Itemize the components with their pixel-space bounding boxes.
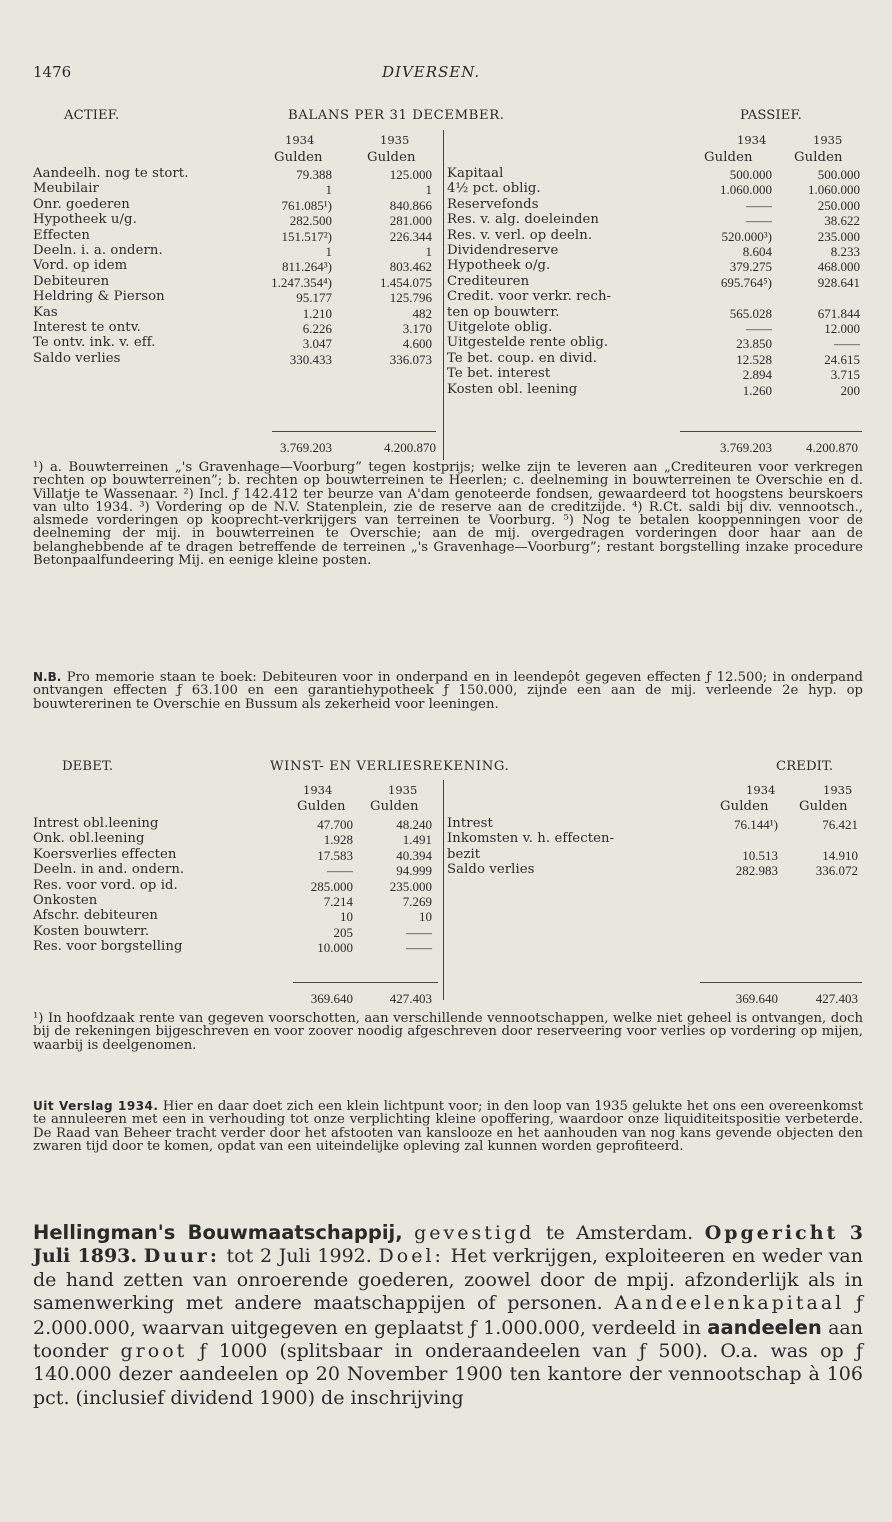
liability-row-value-1933: 24.615 (824, 351, 860, 367)
asset-row-value-1933: 226.344 (389, 228, 432, 244)
liability-row-label: Res. v. verl. op deeln. (447, 227, 593, 243)
pl-year-a-right: 1934 (746, 783, 776, 797)
liability-row-value-1934: 8.604 (742, 244, 772, 259)
credit-row-value-1933: 76.421 (822, 817, 858, 832)
asset-row-label: Onr. goederen (33, 196, 130, 212)
debit-row-label: Res. voor borgstelling (33, 939, 183, 955)
asset-row-value-1934: 761.085¹) (281, 197, 332, 213)
liability-row-value-1934: 379.275 (729, 259, 772, 275)
liability-row-label: Res. v. alg. doeleinden (447, 212, 600, 228)
pl-divider (443, 780, 444, 1000)
pl-total-a-left: 369.640 (310, 991, 353, 1006)
aandeelen-label: aandeelen (707, 1315, 822, 1339)
pl-total-a-right: 369.640 (735, 991, 778, 1006)
balance-footnote: ¹) a. Bouwterreinen „'s Gravenhage—Voorburg” tegen kostprijs; welke zijn te leveren aan „Crediteuren voor verkregen rechten op bouwterreinen”; b. rechten op bouwterreinen te Heerlen; c. deelneming in bouwterreinen te Overschie en d. Villatje te Wassenaar. ²) Incl. ƒ 142.412 ter beurze van A'dam genoteerde fondsen, gewaardeerd tot hoogstens beurskoers van ulto 1934. ³) Vordering op de N.V. Statenplein, zie de reserve aan de creditzijde. ⁴) R.Ct. saldi bij div. vennootsch., alsmede vorderingen op kooprecht-verkrijgers van terreinen te Voorburg. ⁵) Nog te betalen kooppenningen voor de deelneming der mij. in bouwterreinen te Overschie; aan de mij. overgedragen vorderingen door haar aan de belanghebbende af te dragen betreffende de terreinen „'s Gravenhage—Voorburg”; restant borgstelling inzake procedure Betonpaalfundeering Mij. en eenige kleine posten. (33, 460, 863, 569)
asset-row-value-1933: 1 (425, 244, 432, 259)
liability-row-value-1934: 565.028 (729, 305, 772, 321)
debit-row-value-1933: 48.240 (396, 817, 432, 832)
liability-row-value-1933: 250.000 (817, 197, 860, 213)
debit-row-label: Onk. obl.leening (33, 831, 145, 847)
pl-unit-a-left: Gulden (297, 799, 346, 814)
debit-row-value-1933: 7.269 (402, 894, 432, 909)
asset-row-label: Heldring & Pierson (33, 289, 165, 305)
balance-total-b-left: 4.200.870 (384, 440, 436, 455)
running-title: DIVERSEN. (382, 63, 481, 81)
liability-row-value-1934: 1.260 (742, 382, 772, 398)
company-name: Hellingman's Bouwmaatschappij, (33, 1221, 403, 1244)
credit-row-label: Intrest (447, 816, 493, 831)
page-number: 1476 (33, 63, 72, 81)
balance-total-rule-right (680, 431, 862, 432)
debit-row-value-1934: 10 (340, 909, 353, 925)
debit-row-value-1934: 47.700 (317, 817, 353, 832)
balance-year-a-right: 1934 (737, 133, 767, 147)
asset-row-value-1934: 282.500 (289, 213, 332, 229)
liability-row-value-1934: 695.764⁵) (720, 274, 772, 290)
pl-year-a-left: 1934 (303, 783, 333, 797)
pl-heading-right: CREDIT. (776, 759, 834, 774)
balance-unit-a-left: Gulden (274, 150, 323, 165)
debit-row-label: Res. voor vord. op id. (33, 877, 178, 893)
liability-row-label: Uitgestelde rente oblig. (447, 335, 609, 351)
pl-unit-b-left: Gulden (370, 799, 419, 814)
debit-row-label: Afschr. debiteuren (33, 908, 158, 924)
liability-row-value-1934: 1.060.000 (720, 182, 772, 198)
debit-row-value-1934: —— (327, 863, 353, 879)
asset-row-value-1933: 336.073 (389, 351, 432, 367)
balance-heading-right: PASSIEF. (740, 108, 802, 123)
asset-row-value-1933: 803.462 (389, 259, 432, 275)
debit-row-value-1934: 285.000 (310, 878, 353, 894)
asset-row-value-1933: 482 (412, 305, 432, 321)
liability-row-label: Reservefonds (447, 196, 539, 212)
debit-row-value-1934: 10.000 (317, 940, 353, 956)
company-seat-label: gevestigd (414, 1222, 535, 1244)
liability-row-value-1933: 671.844 (817, 305, 860, 321)
pl-year-b-right: 1935 (823, 783, 853, 797)
asset-row-label: Meubilair (33, 181, 99, 197)
duur-value: tot 2 Juli 1992. (226, 1245, 372, 1268)
liability-row-label: Credit. voor verkr. rech- (447, 289, 612, 305)
debit-row-label: Koersverlies effecten (33, 846, 177, 862)
asset-row-value-1933: 281.000 (389, 213, 432, 229)
debit-row-value-1933: 94.999 (396, 863, 432, 879)
pl-total-rule-left (293, 982, 438, 983)
liability-row-label: ten op bouwterr. (447, 304, 560, 320)
kapitaal-label: Aandeelenkapitaal (614, 1292, 845, 1315)
asset-row-label: Effecten (33, 227, 90, 243)
company-seat: te Amsterdam. (545, 1222, 694, 1244)
liability-row-label: Te bet. interest (447, 366, 551, 382)
credit-row-value-1934: 10.513 (742, 847, 778, 863)
liability-row-value-1933: 500.000 (817, 167, 860, 182)
company-entry (33, 1221, 863, 1410)
groot-text: ƒ 1000 (splitsbaar in onderaandeelen van ƒ 500). O.a. was op ƒ 140.000 dezer aandeelen op 20 November 1900 ten kantore der vennootschap à 106 pct. (inclusief dividend 1900) de inschrijving (33, 1340, 863, 1409)
liability-row-value-1934: —— (746, 213, 772, 229)
pl-total-b-right: 427.403 (815, 991, 858, 1006)
asset-row-value-1934: 6.226 (302, 321, 332, 336)
balance-total-b-right: 4.200.870 (806, 440, 858, 455)
pl-heading-left: DEBET. (62, 759, 114, 774)
liability-row-value-1934: 23.850 (736, 336, 772, 352)
nb-paragraph (33, 671, 863, 711)
asset-row-value-1934: 1 (325, 244, 332, 259)
nb-label: N.B. (33, 670, 62, 684)
debit-row-value-1933: 10 (419, 909, 432, 925)
opgericht-value: 3 Juli 1893. (33, 1222, 864, 1268)
pl-total-rule-right (700, 982, 862, 983)
pl-year-b-left: 1935 (388, 783, 418, 797)
debit-row-value-1934: 205 (333, 924, 353, 940)
liability-row-value-1933: 1.060.000 (808, 182, 860, 198)
balance-year-b-left: 1935 (380, 133, 410, 147)
credit-row-value-1934: 282.983 (735, 863, 778, 879)
pl-heading-center: WINST- EN VERLIESREKENING. (270, 759, 510, 774)
liability-row-value-1934: 12.528 (736, 351, 772, 367)
debit-row-label: Kosten bouwterr. (33, 923, 150, 939)
asset-row-label: Te ontv. ink. v. eff. (33, 335, 156, 351)
liability-row-label: Dividendreserve (447, 243, 559, 258)
liability-row-value-1933: 8.233 (830, 244, 860, 259)
asset-row-label: Vord. op idem (33, 258, 128, 274)
pl-unit-b-right: Gulden (799, 799, 848, 814)
pl-unit-a-right: Gulden (720, 799, 769, 814)
liability-row-label: Crediteuren (447, 273, 530, 289)
nb-text: Pro memorie staan te boek: Debiteuren voor in onderpand en in leendepôt gegeven effecten ƒ 12.500; in onderpand ontvangen effecten ƒ 63.100 en een garantiehypotheek ƒ 150.000, zijnde een aan de mij. verleende 2e hyp. op bouwtererinen te Overschie en Bussum als zekerheid voor leeningen. (33, 670, 863, 712)
liability-row-value-1934: 520.000³) (721, 228, 772, 244)
report-paragraph (33, 1100, 863, 1153)
debit-row-value-1933: 1.491 (402, 832, 432, 848)
balance-year-b-right: 1935 (813, 133, 843, 147)
balance-divider (443, 130, 444, 460)
asset-row-value-1934: 1.247.354⁴) (271, 274, 332, 290)
doel-label: Doel: (378, 1245, 444, 1268)
credit-row-label: Saldo verlies (447, 862, 535, 878)
debit-row-value-1933: —— (406, 940, 432, 956)
debit-row-value-1933: —— (406, 924, 432, 940)
debit-row-value-1934: 17.583 (317, 847, 353, 863)
balance-unit-b-right: Gulden (794, 150, 843, 165)
balance-unit-b-left: Gulden (367, 150, 416, 165)
asset-row-value-1934: 95.177 (296, 290, 332, 306)
balance-total-rule-left (272, 431, 436, 432)
credit-row-label: bezit (447, 846, 481, 862)
opgericht-label: Opgericht (704, 1222, 839, 1244)
balance-total-a-right: 3.769.203 (720, 440, 772, 455)
debit-row-label: Intrest obl.leening (33, 816, 159, 831)
credit-row-value-1933: 336.072 (815, 863, 858, 879)
liability-row-value-1934: 2.894 (742, 367, 772, 383)
asset-row-value-1934: 330.433 (289, 351, 332, 367)
asset-row-label: Aandeelh. nog te stort. (33, 166, 189, 181)
pl-total-b-left: 427.403 (389, 991, 432, 1006)
doel-text: Het verkrijgen, exploiteeren en weder van de hand zetten van onroerende goederen, zoowel door de mpij. afzonderlijk als in samenwerking met andere maatschappijen of personen. (33, 1245, 864, 1315)
debit-row-label: Deeln. in and. ondern. (33, 862, 185, 878)
liability-row-value-1933: 38.622 (824, 213, 860, 229)
credit-row-label: Inkomsten v. h. effecten- (447, 831, 615, 847)
asset-row-value-1933: 1 (425, 182, 432, 198)
balance-year-a-left: 1934 (285, 133, 315, 147)
liability-row-value-1934: —— (746, 197, 772, 213)
debit-row-value-1934: 7.214 (323, 894, 353, 909)
liability-row-label: Te bet. coup. en divid. (447, 350, 598, 366)
toonder-text: aan toonder (33, 1316, 863, 1363)
asset-row-value-1934: 1 (325, 182, 332, 198)
asset-row-value-1933: 125.000 (389, 167, 432, 182)
liability-row-label: Kosten obl. leening (447, 381, 578, 397)
balance-total-a-left: 3.769.203 (280, 440, 332, 455)
duur-label: Duur: (143, 1245, 220, 1268)
liability-row-label: 4½ pct. oblig. (447, 181, 541, 197)
debit-row-label: Onkosten (33, 893, 98, 908)
liability-row-value-1933: —— (834, 336, 860, 352)
pl-footnote: ¹) In hoofdzaak rente van gegeven voorschotten, aan verschillende vennootschappen, welke niet geheel is ontvangen, doch bij de rekeningen bijgeschreven en voor zoover noodig afgeschreven door reserveering voor verlies op vordering op mijen, waarbij is deelgenomen. (33, 1011, 863, 1053)
credit-row-value-1933: 14.910 (822, 847, 858, 863)
liability-row-value-1933: 235.000 (817, 228, 860, 244)
asset-row-value-1934: 1.210 (302, 305, 332, 321)
liability-row-label: Uitgelote oblig. (447, 320, 553, 335)
asset-row-label: Hypotheek u/g. (33, 212, 137, 228)
liability-row-label: Hypotheek o/g. (447, 258, 551, 274)
balance-unit-a-right: Gulden (704, 150, 753, 165)
report-label: Uit Verslag 1934. (33, 1099, 159, 1113)
asset-row-label: Debiteuren (33, 273, 110, 289)
asset-row-value-1933: 125.796 (389, 290, 432, 306)
liability-row-value-1933: 3.715 (830, 367, 860, 383)
credit-row-value-1934: 76.144¹) (734, 817, 778, 832)
liability-row-value-1934: 500.000 (729, 167, 772, 182)
debit-row-value-1933: 235.000 (389, 878, 432, 894)
groot-label: groot (120, 1340, 188, 1363)
debit-row-value-1934: 1.928 (323, 832, 353, 848)
asset-row-value-1933: 1.454.075 (380, 274, 432, 290)
liability-row-value-1933: 468.000 (817, 259, 860, 275)
asset-row-value-1933: 3.170 (402, 321, 432, 336)
liability-row-value-1933: 928.641 (817, 274, 860, 290)
kapitaal-text: ƒ 2.000.000, waarvan uitgegeven en geplaatst ƒ 1.000.000, verdeeld in (33, 1292, 863, 1339)
asset-row-label: Kas (33, 304, 58, 320)
asset-row-value-1934: 811.264³) (282, 259, 332, 275)
liability-row-value-1933: 12.000 (824, 321, 860, 336)
liability-row-value-1933: 200 (840, 382, 860, 398)
debit-row-value-1933: 40.394 (396, 847, 432, 863)
asset-row-value-1934: 3.047 (302, 336, 332, 352)
asset-row-value-1933: 4.600 (402, 336, 432, 352)
asset-row-value-1934: 151.517²) (281, 228, 332, 244)
liability-row-value-1934: —— (746, 321, 772, 336)
liability-row-label: Kapitaal (447, 166, 504, 181)
asset-row-label: Saldo verlies (33, 350, 121, 366)
asset-row-label: Deeln. i. a. ondern. (33, 243, 163, 258)
report-text: Hier en daar doet zich een klein lichtpunt voor; in den loop van 1935 gelukte het ons een overeenkomst te annuleeren met een in verhouding tot onze verplichting kleine opoffering, waardoor onze liquiditeitspositie verbeterde. De Raad van Beheer tracht verder door het afstooten van kanslooze en het aanhouden van nog kans gevende objecten den zwaren tijd door te komen, opdat van een uiteindelijke opleving zal kunnen worden geprofiteerd. (33, 1099, 863, 1154)
balance-heading-center: BALANS PER 31 DECEMBER. (288, 108, 505, 123)
asset-row-value-1933: 840.866 (389, 197, 432, 213)
balance-heading-left: ACTIEF. (64, 108, 120, 123)
asset-row-value-1934: 79.388 (296, 167, 332, 182)
asset-row-label: Interest te ontv. (33, 320, 141, 335)
